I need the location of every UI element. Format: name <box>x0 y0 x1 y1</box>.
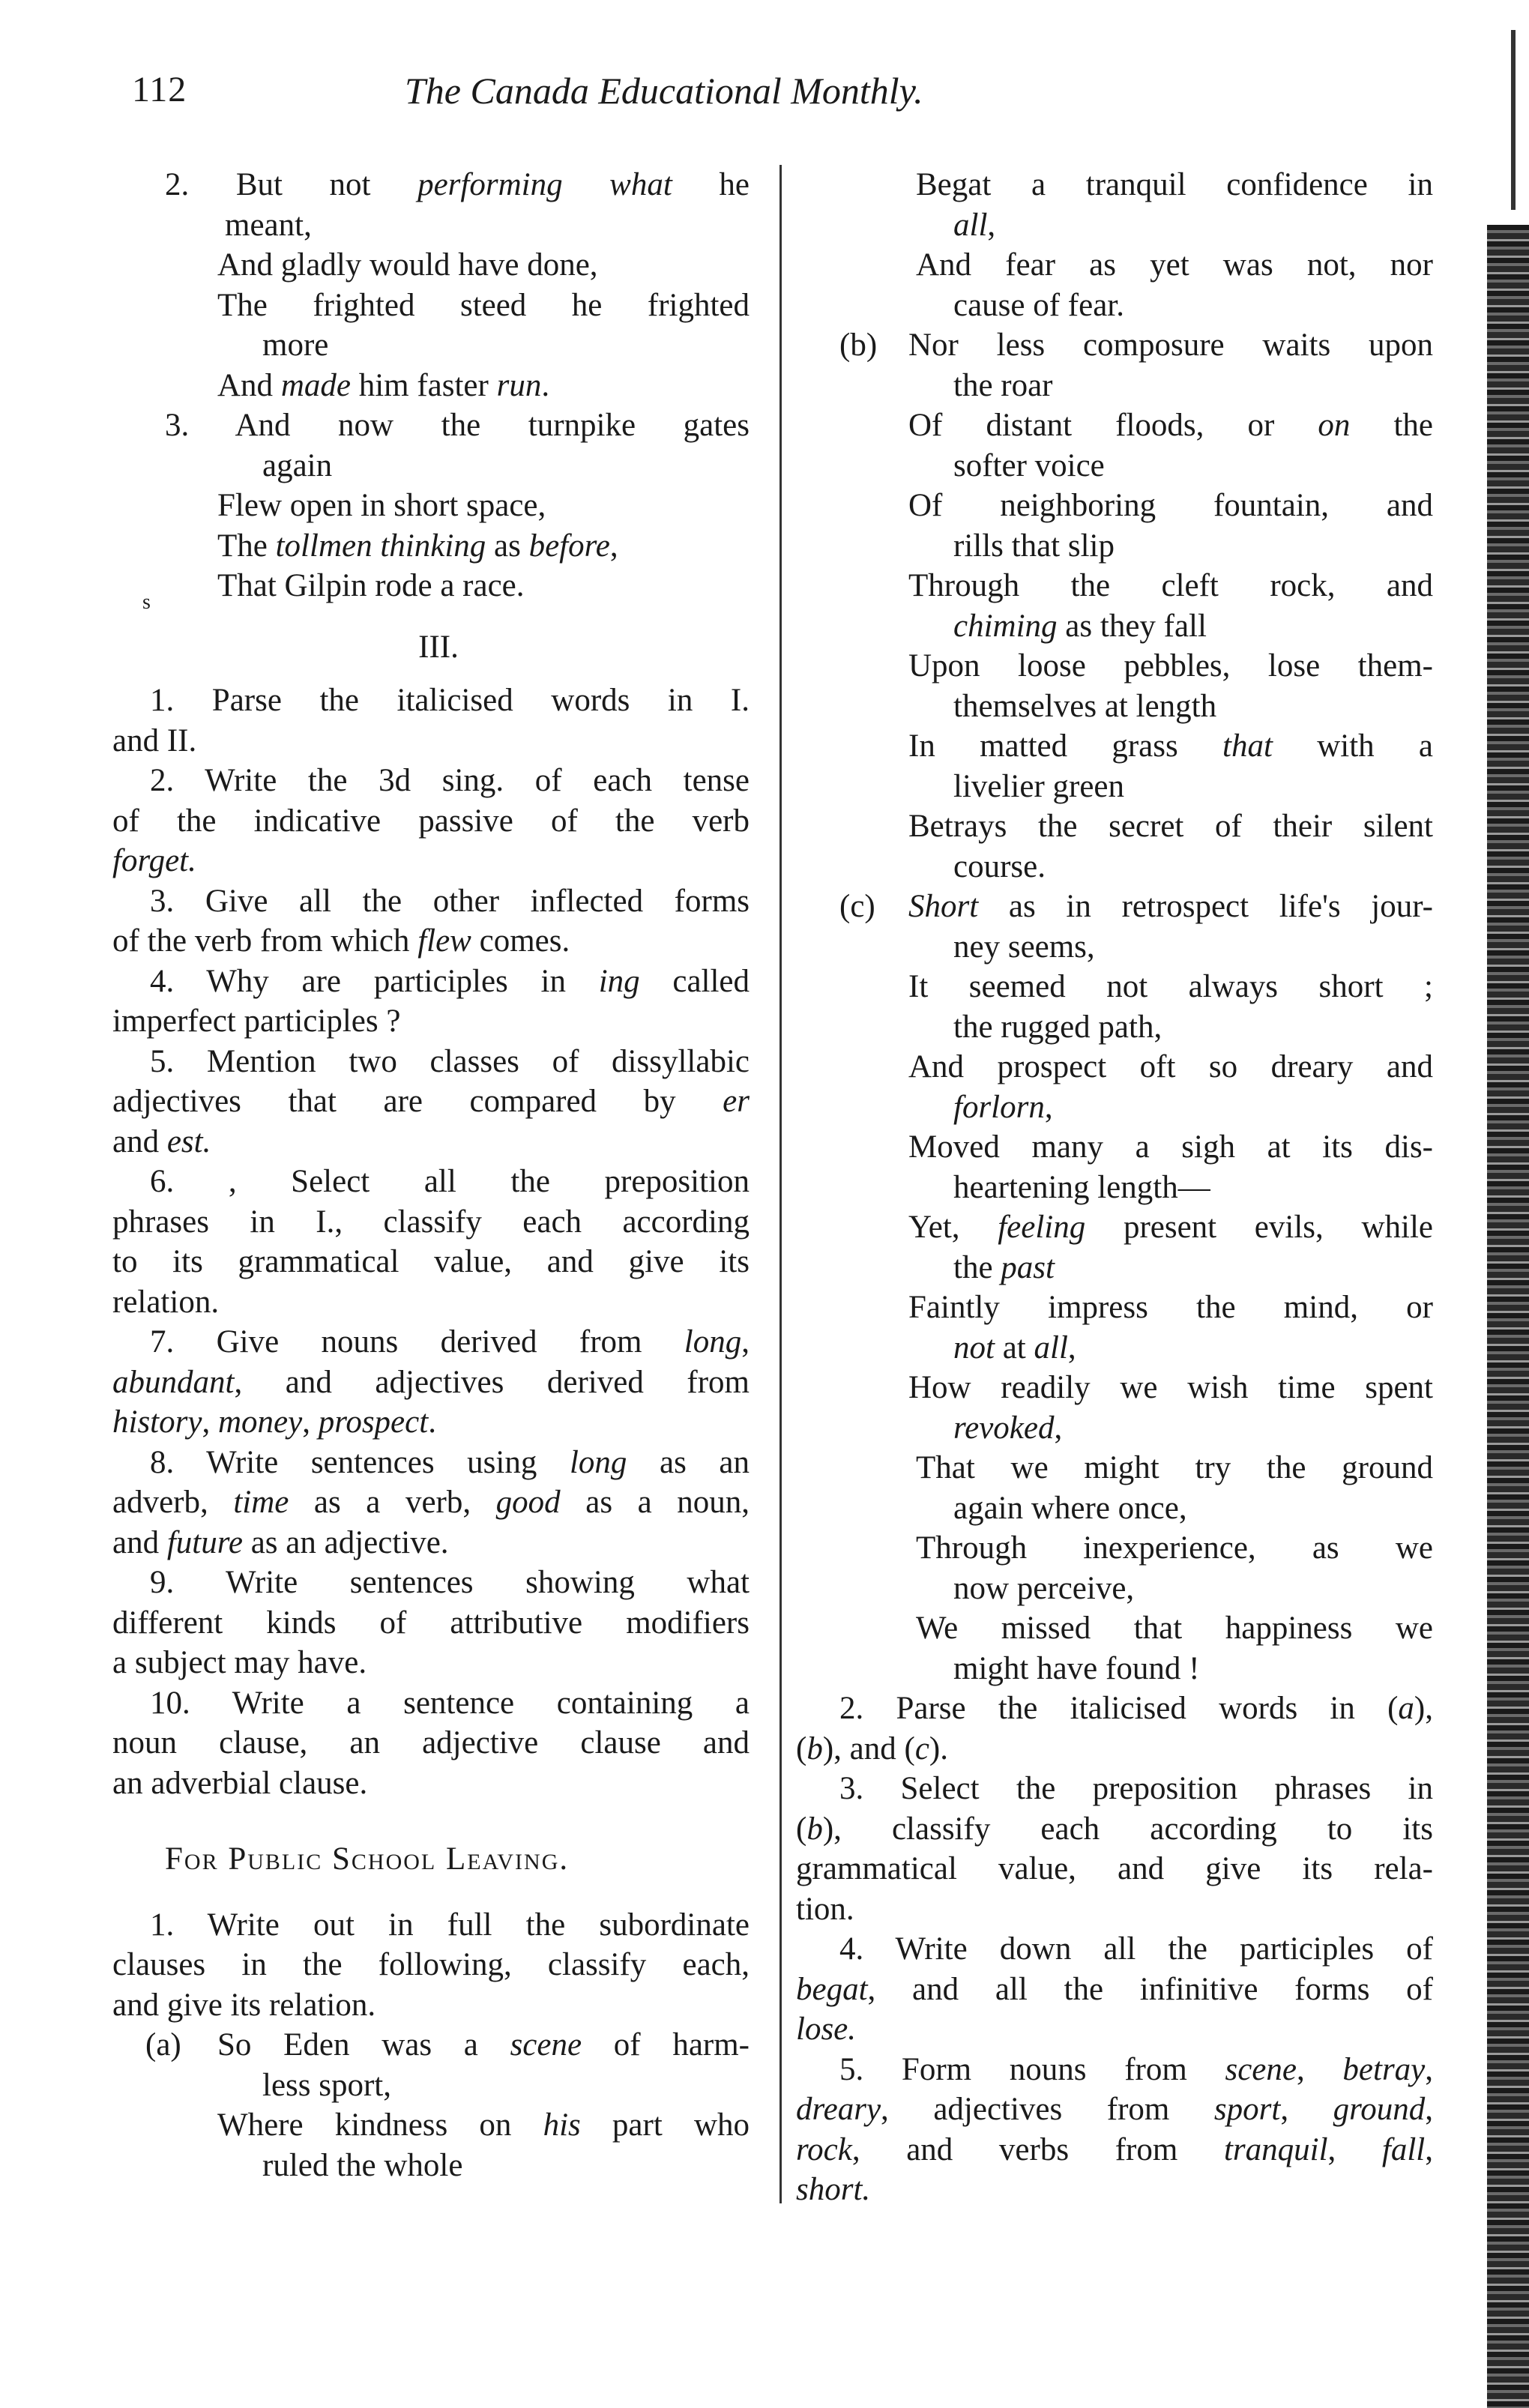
question-7: 7. Give nouns derived from long, abundant, and adjectives derived from history, money, prospect. <box>112 1324 750 1440</box>
stanza-2 <box>112 165 750 405</box>
stanza-3 <box>112 405 750 614</box>
verse-line: Flew open in short space, <box>217 488 546 523</box>
verse-line: The tollmen thinking as before, <box>217 528 618 564</box>
page-number: 112 <box>132 70 187 109</box>
excerpt-a-continued: Begat a tranquil confidence in all, And fear as yet was not, nor cause of fear. <box>916 167 1433 323</box>
right-column <box>796 165 1433 2210</box>
verse-line: The frighted steed he frighted <box>217 287 750 323</box>
question-5: 5. Mention two classes of dissyllabic adjectives that are compared by er and est. <box>112 1043 750 1159</box>
question-3: 3. Give all the other inflected forms of the verb from which flew comes. <box>112 883 750 959</box>
section-heading-public-school-leaving: For Public School Leaving. <box>165 1841 570 1877</box>
question-8: 8. Write sentences using long as an adverb, time as a verb, good as a noun, and future as an adjective. <box>112 1444 750 1560</box>
verse-line: again <box>262 447 333 483</box>
question-10: 10. Write a sentence containing a noun clause, an adjective clause and an adverbial clause. <box>112 1685 750 1801</box>
verse-line: 3. And now the turnpike gates <box>165 408 750 443</box>
excerpt-a: (a) So Eden was a scene of harm- less sport, Where kindness on his part who ruled the whole <box>112 2025 750 2185</box>
verse-line: And made him faster run. <box>217 367 550 403</box>
excerpt-b: (b) Nor less composure waits upon the roar Of distant floods, or on the softer voice Of neighboring fountain, and rills that slip Through the cleft rock, and chiming as they fall Upon loose pebbles, lose them- themselves at length In matted grass that with a livelier green Betrays the secret of their silent course. <box>796 325 1433 887</box>
question-2: 2. Write the 3d sing. of each tense of the indicative passive of the verb forget. <box>112 763 750 878</box>
verse-line: more <box>262 328 329 363</box>
question-r2: 2. Parse the italicised words in (a), (b), and (c). <box>796 1691 1433 1766</box>
scan-edge <box>1487 225 1529 2408</box>
verse-line: And gladly would have done, <box>217 247 598 283</box>
section-heading-iii: III. <box>418 629 459 665</box>
stray-mark: s <box>142 591 151 614</box>
question-r4: 4. Write down all the participles of begat, and all the infinitive forms of lose. <box>796 1931 1433 2047</box>
question-6: 6. , Select all the preposition phrases in I., classify each according to its grammatical value, and give its relation. <box>112 1164 750 1320</box>
excerpt-label: (b) <box>839 328 878 363</box>
scan-edge-top <box>1511 30 1516 210</box>
question-r5: 5. Form nouns from scene, betray, dreary, adjectives from sport, ground, rock, and verbs from tranquil, fall, short. <box>796 2051 1434 2207</box>
psl-question-1: 1. Write out in full the subordinate clauses in the following, classify each, and give its relation. <box>112 1907 750 2023</box>
question-9: 9. Write sentences showing what different kinds of attributive modifiers a subject may have. <box>112 1565 750 1680</box>
excerpt-label: (c) <box>839 889 875 924</box>
question-1: 1. Parse the italicised words in I. and II. <box>112 683 750 758</box>
excerpt-label: (a) <box>145 2027 181 2063</box>
verse-line: 2. But not performing what he <box>165 167 750 202</box>
excerpt-c: (c) Short as in retrospect life's jour- ney seems, It seemed not always short ; the rugged path, And prospect oft so dreary and forlorn, Moved many a sigh at its dis- heartening length— Yet, feeling present evils, while the past Faintly impress the mind, or not at all, How readily we wish time spent revoked, That we might try the ground again where once, Through inexperience, as we now perceive, We missed that happiness we might have found ! <box>796 887 1433 1689</box>
left-column <box>112 165 750 2185</box>
question-4: 4. Why are participles in ing called imperfect participles ? <box>112 963 750 1039</box>
verse-line: meant, <box>225 207 312 243</box>
question-r3: 3. Select the preposition phrases in (b), classify each according to its grammatical value, and give its rela- tion. <box>796 1771 1433 1927</box>
verse-line: s That Gilpin rode a race. <box>112 566 750 606</box>
page-header <box>0 69 1529 129</box>
column-divider <box>779 165 782 2203</box>
running-title: The Canada Educational Monthly. <box>405 70 923 112</box>
